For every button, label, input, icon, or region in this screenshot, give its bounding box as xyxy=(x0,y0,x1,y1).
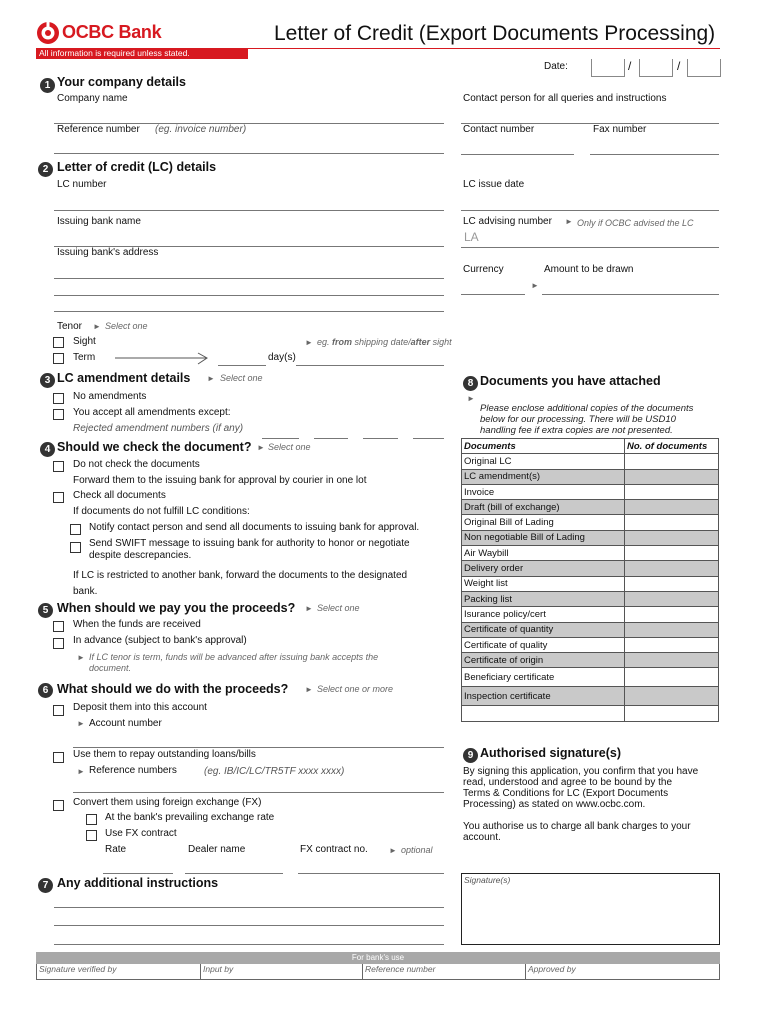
dealer-name-field[interactable] xyxy=(185,873,283,874)
date-label: Date: xyxy=(544,61,568,72)
do-not-check-label: Do not check the documents xyxy=(73,459,200,470)
section-number: 7 xyxy=(38,878,53,893)
documents-column-header: Documents xyxy=(462,439,625,454)
notify-checkbox[interactable] xyxy=(70,524,81,535)
document-name: Certificate of quality xyxy=(462,637,625,652)
check-all-label: Check all documents xyxy=(73,490,166,501)
section-number: 8 xyxy=(463,376,478,391)
rate-label: Rate xyxy=(105,844,127,855)
documents-note: Please enclose additional copies of the documents xyxy=(480,403,694,414)
table-row xyxy=(462,653,719,668)
document-count-field[interactable] xyxy=(625,530,719,545)
in-advance-label: In advance (subject to bank's approval) xyxy=(73,635,247,646)
term-hint: eg. from shipping date/after sight xyxy=(317,337,452,347)
amount-label: Amount to be drawn xyxy=(544,264,634,275)
terms-text: read, understood and agree to be bound by the xyxy=(463,777,673,788)
section-title: Letter of credit (LC) details xyxy=(57,160,217,174)
lc-number-label: LC number xyxy=(57,179,107,190)
date-day-field[interactable] xyxy=(591,59,625,77)
do-not-check-checkbox[interactable] xyxy=(53,461,64,472)
arrow-right-icon: ► xyxy=(389,846,397,855)
document-name: Certificate of quantity xyxy=(462,622,625,637)
fx-contract-no-label: FX contract no. xyxy=(300,844,368,855)
advance-hint: If LC tenor is term, funds will be advanced after issuing bank accepts the xyxy=(89,652,379,662)
document-count-field[interactable] xyxy=(625,622,719,637)
days-label: day(s) xyxy=(268,352,296,363)
document-count-field[interactable] xyxy=(625,607,719,622)
section-title: When should we pay you the proceeds? xyxy=(57,601,296,615)
sight-label: Sight xyxy=(73,336,96,347)
select-hint: Select one xyxy=(268,442,311,452)
document-count-field[interactable] xyxy=(625,515,719,530)
charges-text: account. xyxy=(463,832,501,843)
issuing-bank-address-label: Issuing bank's address xyxy=(57,247,159,258)
table-row xyxy=(462,622,719,637)
section-number: 1 xyxy=(40,78,55,93)
terms-text: Terms & Conditions for LC (Export Documents xyxy=(463,788,669,799)
address-line-2[interactable] xyxy=(54,295,444,296)
lc-advising-number-label: LC advising number xyxy=(463,216,552,227)
terms-text: Processing) as stated on www.ocbc.com. xyxy=(463,799,646,810)
arrow-right-icon: ► xyxy=(467,394,475,403)
document-count-field[interactable] xyxy=(625,546,719,561)
section-title: Should we check the document? xyxy=(57,440,252,454)
document-name: Invoice xyxy=(462,484,625,499)
rejected-field-3[interactable] xyxy=(363,438,398,439)
swift-label-continued: despite descrepancies. xyxy=(89,550,192,561)
fx-contract-no-field[interactable] xyxy=(298,873,444,874)
document-name: Beneficiary certificate xyxy=(462,668,625,687)
arrow-right-icon: ► xyxy=(531,281,539,290)
document-count-field[interactable] xyxy=(625,576,719,591)
date-month-field[interactable] xyxy=(639,59,673,77)
rate-field[interactable] xyxy=(103,873,173,874)
repay-label: Use them to repay outstanding loans/bills xyxy=(73,749,256,760)
document-name: LC amendment(s) xyxy=(462,469,625,484)
document-name: Delivery order xyxy=(462,561,625,576)
arrow-right-icon: ► xyxy=(305,604,313,613)
arrow-right-icon: ► xyxy=(305,685,313,694)
arrow-right-icon: ► xyxy=(77,653,85,662)
address-line-3[interactable] xyxy=(54,311,444,312)
lc-number-field[interactable] xyxy=(54,210,444,211)
table-row xyxy=(462,576,719,591)
arrow-right-icon: ► xyxy=(257,443,265,452)
charges-text: You authorise us to charge all bank charges to your xyxy=(463,821,691,832)
rejected-hint: Rejected amendment numbers (if any) xyxy=(73,423,244,434)
not-fulfil-label: If documents do not fulfill LC conditions: xyxy=(73,506,250,517)
account-number-label: Account number xyxy=(89,718,162,729)
document-count-field[interactable] xyxy=(625,591,719,606)
date-year-field[interactable] xyxy=(687,59,721,77)
table-row xyxy=(462,607,719,622)
document-name[interactable] xyxy=(462,706,625,721)
signature-box[interactable] xyxy=(461,873,720,945)
select-hint: Select one xyxy=(105,321,148,331)
document-name: Weight list xyxy=(462,576,625,591)
section-number: 3 xyxy=(40,373,55,388)
document-name: Isurance policy/cert xyxy=(462,607,625,622)
address-line-1[interactable] xyxy=(54,278,444,279)
table-row xyxy=(462,668,719,687)
document-count-field[interactable] xyxy=(625,653,719,668)
lc-issue-date-field[interactable] xyxy=(461,210,719,211)
repay-checkbox[interactable] xyxy=(53,752,64,763)
section-number: 6 xyxy=(38,683,53,698)
section-number: 9 xyxy=(463,748,478,763)
document-count-field[interactable] xyxy=(625,454,719,469)
restricted-note-continued: bank. xyxy=(73,586,98,597)
lc-advising-number-field[interactable] xyxy=(461,247,719,248)
reference-hint: (eg. invoice number) xyxy=(155,124,247,135)
section-title: Any additional instructions xyxy=(57,876,219,890)
document-count-field[interactable] xyxy=(625,637,719,652)
swift-label: Send SWIFT message to issuing bank for authority to honor or negotiate xyxy=(89,538,410,549)
tenor-label: Tenor xyxy=(57,321,83,332)
term-label: Term xyxy=(73,352,96,363)
contact-number-field[interactable] xyxy=(461,154,574,155)
currency-label: Currency xyxy=(463,264,504,275)
accept-except-checkbox[interactable] xyxy=(53,409,64,420)
signature-verified-cell: Signature verified by xyxy=(36,964,200,980)
table-row xyxy=(462,469,719,484)
table-row xyxy=(462,687,719,706)
fax-number-label: Fax number xyxy=(593,124,647,135)
terms-text: By signing this application, you confirm that you have xyxy=(463,766,699,777)
advising-hint: Only if OCBC advised the LC xyxy=(577,218,694,228)
document-name: Air Waybill xyxy=(462,546,625,561)
documents-note: below for our processing. There will be USD10 xyxy=(480,414,676,425)
dealer-name-label: Dealer name xyxy=(188,844,246,855)
table-row xyxy=(462,454,719,469)
documents-table xyxy=(461,438,719,722)
page-title: Letter of Credit (Export Documents Processing) xyxy=(274,22,716,45)
document-count-field[interactable] xyxy=(625,484,719,499)
reference-number-field[interactable] xyxy=(54,153,444,154)
accept-except-label: You accept all amendments except: xyxy=(73,407,231,418)
table-row xyxy=(462,706,719,721)
when-received-label: When the funds are received xyxy=(73,619,201,630)
when-received-checkbox[interactable] xyxy=(53,621,64,632)
reference-numbers-label: Reference numbers xyxy=(89,765,177,776)
document-name: Draft (bill of exchange) xyxy=(462,500,625,515)
document-count-field[interactable] xyxy=(625,668,719,687)
approved-by-cell: Approved by xyxy=(525,964,720,980)
document-name: Certificate of origin xyxy=(462,653,625,668)
arrow-right-icon xyxy=(115,352,211,366)
company-name-label: Company name xyxy=(57,93,128,104)
table-row xyxy=(462,484,719,499)
section-title: Authorised signature(s) xyxy=(480,746,621,760)
currency-field[interactable] xyxy=(461,294,525,295)
contact-person-label: Contact person for all queries and instructions xyxy=(463,93,667,104)
convert-checkbox[interactable] xyxy=(53,800,64,811)
in-advance-checkbox[interactable] xyxy=(53,638,64,649)
header-divider xyxy=(248,48,720,49)
prevailing-rate-checkbox[interactable] xyxy=(86,814,97,825)
section-title: Documents you have attached xyxy=(480,374,661,388)
arrow-right-icon: ► xyxy=(207,374,215,383)
contact-number-label: Contact number xyxy=(463,124,535,135)
account-number-field[interactable] xyxy=(73,747,444,748)
check-all-checkbox[interactable] xyxy=(53,492,64,503)
forward-note: Forward them to the issuing bank for approval by courier in one lot xyxy=(73,475,367,486)
section-title: What should we do with the proceeds? xyxy=(57,682,289,696)
term-checkbox[interactable] xyxy=(53,353,64,364)
count-column-header: No. of documents xyxy=(625,439,719,454)
select-hint: Select one xyxy=(317,603,360,613)
table-row xyxy=(462,515,719,530)
document-count-field[interactable] xyxy=(625,561,719,576)
fax-number-field[interactable] xyxy=(590,154,719,155)
lc-issue-date-label: LC issue date xyxy=(463,179,525,190)
deposit-label: Deposit them into this account xyxy=(73,702,207,713)
instructions-line-2[interactable] xyxy=(54,925,444,926)
term-basis-field[interactable] xyxy=(296,365,444,366)
document-name: Original Bill of Lading xyxy=(462,515,625,530)
restricted-note: If LC is restricted to another bank, forward the documents to the designated xyxy=(73,570,408,581)
document-name: Packing list xyxy=(462,591,625,606)
arrow-right-icon: ► xyxy=(93,322,101,331)
select-hint: Select one or more xyxy=(317,684,394,694)
table-row xyxy=(462,500,719,515)
section-number: 2 xyxy=(38,162,53,177)
signature-label: Signature(s) xyxy=(464,875,511,885)
table-row xyxy=(462,637,719,652)
arrow-right-icon: ► xyxy=(565,217,573,226)
table-header-row xyxy=(462,439,719,454)
bank-use-header: For bank's use xyxy=(36,952,720,964)
table-row xyxy=(462,530,719,545)
fx-contract-label: Use FX contract xyxy=(105,828,177,839)
section-number: 4 xyxy=(40,442,55,457)
bank-name: OCBC Bank xyxy=(62,22,162,42)
rejected-field-2[interactable] xyxy=(314,438,348,439)
instructions-line-1[interactable] xyxy=(54,907,444,908)
prevailing-rate-label: At the bank's prevailing exchange rate xyxy=(105,812,275,823)
convert-label: Convert them using foreign exchange (FX) xyxy=(73,797,262,808)
document-name: Original LC xyxy=(462,454,625,469)
arrow-right-icon: ► xyxy=(305,338,313,347)
reference-number-cell: Reference number xyxy=(362,964,525,980)
advising-prefix: LA xyxy=(464,230,479,244)
notify-label: Notify contact person and send all documents to issuing bank for approval. xyxy=(89,522,420,533)
document-count-field[interactable] xyxy=(625,706,719,721)
reference-numbers-field[interactable] xyxy=(73,792,444,793)
date-separator: / xyxy=(677,59,681,73)
documents-note: handling fee if extra copies are not presented. xyxy=(480,425,673,436)
document-name: Inspection certificate xyxy=(462,687,625,706)
section-title: Your company details xyxy=(57,75,186,89)
table-row xyxy=(462,561,719,576)
term-days-field[interactable] xyxy=(218,365,266,366)
issuing-bank-name-label: Issuing bank name xyxy=(57,216,141,227)
table-row xyxy=(462,591,719,606)
rejected-field-4[interactable] xyxy=(413,438,444,439)
arrow-right-icon: ► xyxy=(77,719,85,728)
input-by-cell: Input by xyxy=(200,964,362,980)
reference-hint: (eg. IB/IC/LC/TR5TF xxxx xxxx) xyxy=(204,766,345,777)
section-title: LC amendment details xyxy=(57,371,191,385)
table-row xyxy=(462,546,719,561)
document-count-field[interactable] xyxy=(625,687,719,706)
section-number: 5 xyxy=(38,603,53,618)
select-hint: Select one xyxy=(220,373,263,383)
advance-hint-continued: document. xyxy=(89,663,132,673)
instructions-line-3[interactable] xyxy=(54,944,444,945)
no-amendments-checkbox[interactable] xyxy=(53,393,64,404)
sight-checkbox[interactable] xyxy=(53,337,64,348)
date-separator: / xyxy=(628,59,632,73)
document-count-field[interactable] xyxy=(625,469,719,484)
document-name: Non negotiable Bill of Lading xyxy=(462,530,625,545)
required-note: All information is required unless stated. xyxy=(36,48,248,59)
ocbc-logo-icon xyxy=(36,21,60,45)
no-amendments-label: No amendments xyxy=(73,391,147,402)
amount-field[interactable] xyxy=(542,294,719,295)
reference-number-label: Reference number xyxy=(57,124,140,135)
document-count-field[interactable] xyxy=(625,500,719,515)
deposit-checkbox[interactable] xyxy=(53,705,64,716)
fx-contract-checkbox[interactable] xyxy=(86,830,97,841)
rejected-field-1[interactable] xyxy=(262,438,299,439)
optional-hint: optional xyxy=(401,845,433,855)
arrow-right-icon: ► xyxy=(77,767,85,776)
swift-checkbox[interactable] xyxy=(70,542,81,553)
